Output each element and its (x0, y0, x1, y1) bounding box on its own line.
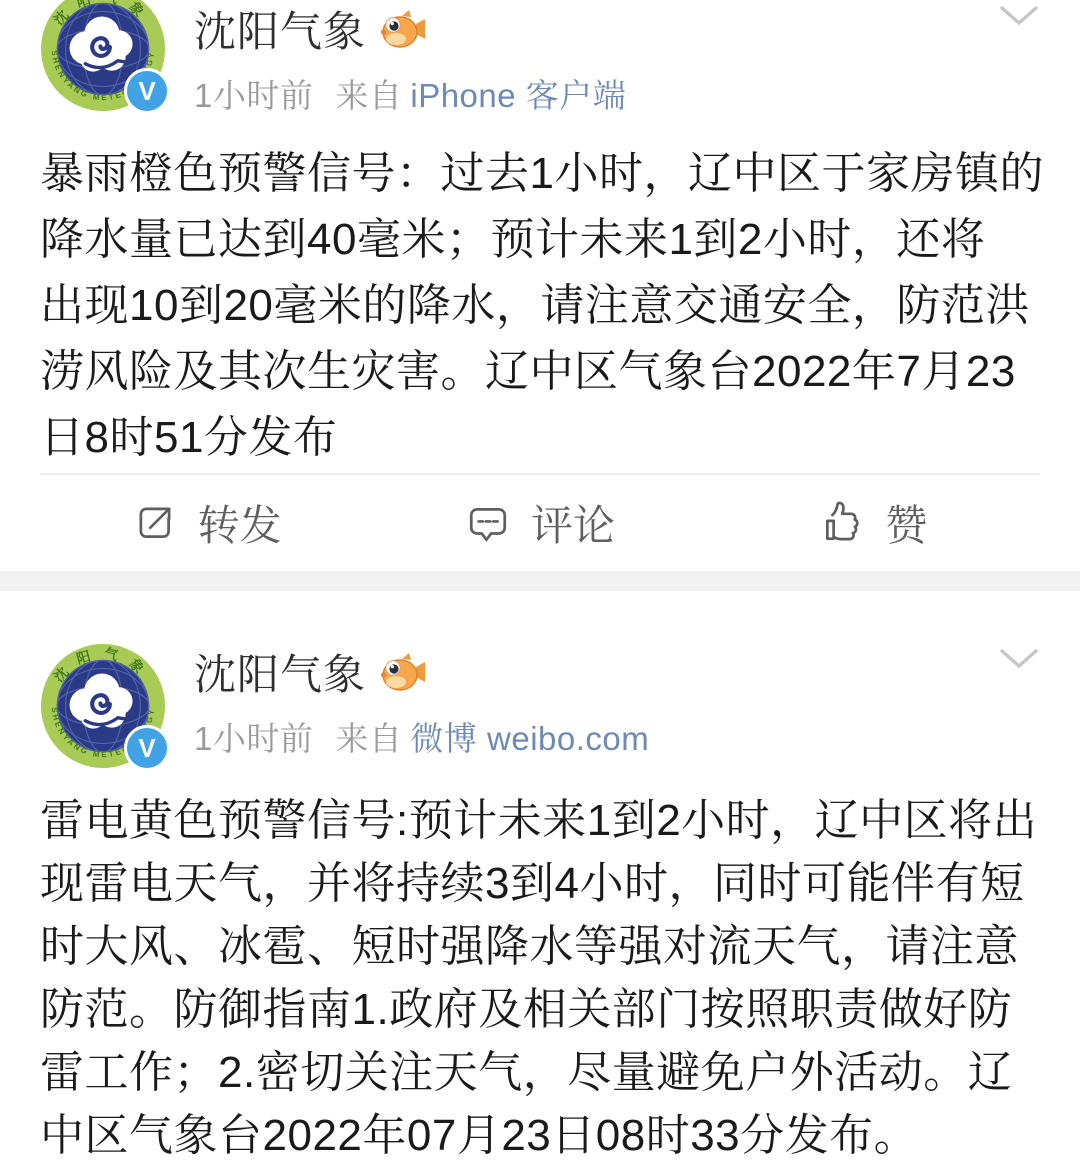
pufferfish-emoji-icon (380, 651, 426, 693)
post-time: 1小时前 (194, 720, 314, 757)
comment-button[interactable] (373, 493, 706, 553)
post-text-line: 日8时51分发布 (40, 413, 338, 462)
like-icon (819, 500, 865, 546)
verified-badge-icon: V (124, 725, 170, 771)
source-prefix: 来自 (335, 720, 403, 757)
post-time: 1小时前 (194, 77, 314, 114)
post-header (40, 643, 1040, 769)
post-meta (194, 713, 649, 760)
post-text-line: 雷工作；2.密切关注天气，尽量避免户外活动。辽 (40, 1048, 1013, 1097)
repost-icon (132, 500, 178, 546)
avatar[interactable] (40, 0, 166, 112)
post-meta (194, 70, 626, 117)
author-info (194, 0, 626, 117)
source-prefix: 来自 (335, 77, 403, 114)
weibo-post-1 (0, 0, 1080, 571)
like-button[interactable] (707, 493, 1040, 553)
weibo-post-2 (0, 591, 1080, 1166)
author-info (194, 643, 649, 760)
post-text-line: 中区气象台2022年07月23日08时33分发布。 (40, 1111, 919, 1160)
repost-button[interactable] (40, 493, 373, 553)
comment-label: 评论 (530, 502, 615, 549)
post-separator-band (0, 571, 1080, 591)
repost-label: 转发 (197, 502, 282, 549)
action-bar (40, 475, 1040, 571)
post-text-line: 防范。防御指南1.政府及相关部门按照职责做好防 (40, 985, 1013, 1034)
avatar[interactable] (40, 643, 166, 769)
post-text-line: 时大风、冰雹、短时强降水等强对流天气，请注意 (40, 922, 1019, 971)
post-text-line: 降水量已达到40毫米；预计未来1到2小时，还将 (40, 215, 986, 264)
author-name[interactable]: 沈阳气象 (194, 651, 367, 698)
post-text-line: 现雷电天气，并将持续3到4小时，同时可能伴有短 (40, 859, 1025, 908)
verified-badge-icon: V (124, 68, 170, 114)
post-header (40, 0, 1040, 117)
post-text (40, 141, 1044, 471)
collapse-chevron-icon[interactable] (998, 4, 1040, 28)
post-text-line: 出现10到20毫米的降水，请注意交通安全，防范洪 (40, 281, 1030, 330)
post-text-line: 暴雨橙色预警信号：过去1小时，辽中区于家房镇的 (40, 149, 1044, 198)
post-text-line: 涝风险及其次生灾害。辽中区气象台2022年7月23 (40, 347, 1016, 396)
comment-icon (465, 500, 511, 546)
post-text (40, 789, 1040, 1166)
post-source-link[interactable]: iPhone 客户端 (410, 77, 627, 114)
author-name[interactable]: 沈阳气象 (194, 8, 367, 55)
post-text-line: 雷电黄色预警信号:预计未来1到2小时，辽中区将出 (40, 796, 1038, 845)
collapse-chevron-icon[interactable] (998, 647, 1040, 671)
like-label: 赞 (885, 502, 928, 549)
pufferfish-emoji-icon (380, 8, 426, 50)
post-source-link[interactable]: 微博 weibo.com (410, 720, 650, 757)
